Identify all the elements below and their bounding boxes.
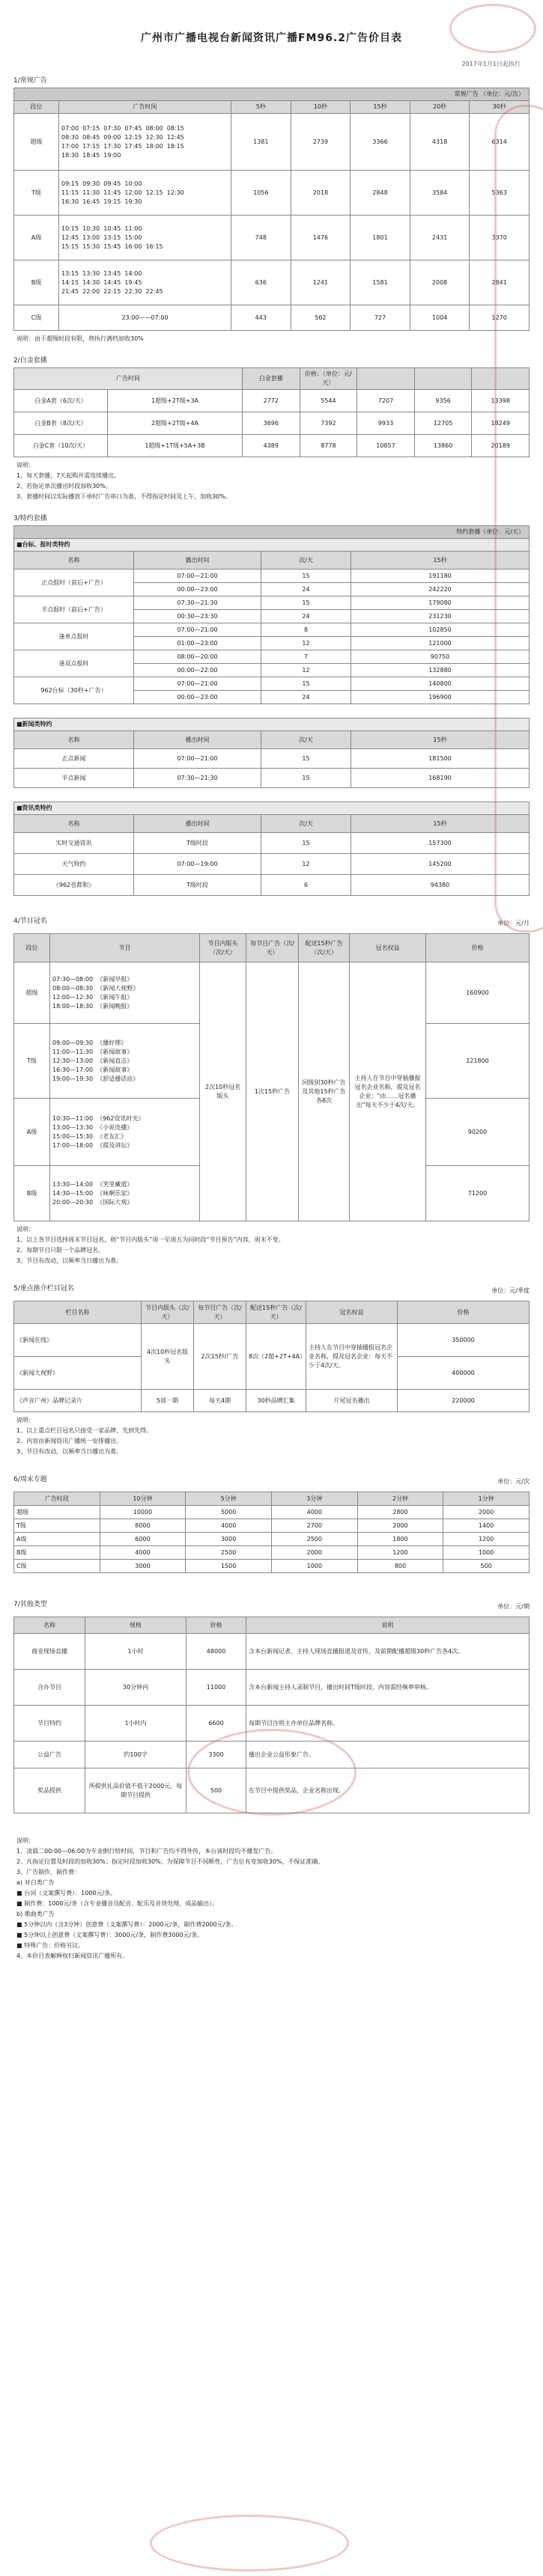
seal-middle: [187, 1729, 357, 1816]
subsection-info: ■资讯类特约: [14, 802, 530, 815]
section-6-title: 6/周末专题: [13, 1476, 47, 1483]
subsection-news: ■台标、报时类特约: [14, 539, 530, 552]
section-5-title: 5/重点推介栏目冠名: [13, 1285, 74, 1292]
section-2-table: 广告时间 白金套播 价格：（单位：元/天） 白金A套（6次/天） 1超级+2T级+3A 2772 5544 7207 9356 13398 白金B套（8次/天） 2超级+2T级+4A 3696 7392 9933 12705 18249 白金C套（10次/天） 1超级+1T级+5A+3B 4389 8778 10857 13860 20189: [13, 367, 530, 457]
section-1-band: 常规广告 （单位：元/次）: [14, 88, 530, 101]
section-5-unit: 单位：元/季度: [491, 1287, 530, 1294]
effective-date: 2017年1月1日起执行: [461, 61, 521, 67]
section-1-note: 说明：由于超级时段有限，将执行满档加收30%: [16, 335, 144, 342]
section-2-note: 说明： 1、每天套播，7天起购并需连续播出。 2、若指定单次播出时段加收30%。 3、套播时间以实际播放下单时广告串口为准，不得指定时间及上午，加收30%。: [16, 462, 231, 500]
subsection-news-column: ■新闻类特约: [14, 718, 530, 731]
section-1-table: 常规广告 （单位：元/次） 段位 广告时间 5秒 10秒 15秒 20秒 30秒 超级 07:00 07:15 07:30 07:45 08:00 08:15 08:30 08:45 09:00 12:15 12:30 12:45 17:00 17:15 17:30 17:45 18:00 18:15 18:30 18:45 19:00 1381 2739 3366 4318 6314 T级 09:15 09:30 09:45 10:00 11:15 11:30 11:45 12:00 12:15 12:30 16:30 16:45 19:15 19:30 1056 2018 2848 3584 5363 A级 10:15 10:30 10:45 11:00 12:45 13:00 13:15 15:00 15:15 15:30 15:45 16:00 16:15 748 1476 1801 2431 3370 B级 13:15 13:30 13:45 14:00 14:15 14:30 14:45 19:45 21:45 22:00 22:15 22:30 22:45 636 1241 1581 2008 2841 C级 23:00——07:00 443 562 727 1004 1270: [13, 88, 530, 331]
final-notes: 说明： 1、凌晨二00:00—06:00为专业倒行给时间，节目和广告均不得外传，本台该时段均不播发广告。 2、凡指定位置及时段的加收30%；指定时段加收30%，为保障节目不间断性，广告位有变加收30%，不保证准确。 3、广告制作、制作费： a) 对白类广告 ■ 台词（文案撰写费）：1000元/条。 ■ 制作费：1000元/条（含专业播音员配音、配乐及音效处理、成品输出）。 b) 歌曲类广告 ■ 5分钟以内（含3分钟）创意费（文案撰写费）：2000元/条，制作费2000元/条。 ■ 5分钟以上创意费（文案撰写费）：3000元/条，制作费3000元/条。 ■ 特殊广告：价格另议。 4、本价目表解释权归新闻资讯广播所有。: [16, 1837, 324, 1959]
seal-bottom: [150, 2515, 349, 2572]
section-4-note: 说明： 1、以上各节目选择周末节目冠名，则“节目内版头”周一至周五为同时段“节目预告”内容，周末不变。 2、每期节目只限一个品牌冠名。 3、节目有改动，以频率当日播出为准。: [16, 1226, 285, 1264]
section-2-title: 2/白金套播: [13, 357, 47, 364]
section-5-note: 说明： 1、以上重点栏目冠名只接受一家品牌，先到先得。 2、内容由新闻资讯广播统一安排播出。 3、节目有改动，以频率当日播出为准。: [16, 1417, 153, 1455]
section-6-unit: 单位：元/次: [497, 1478, 530, 1485]
seal-right-margin: [494, 105, 543, 933]
section-4-unit: 单位：元/月: [497, 920, 530, 927]
section-4-title: 4/节目冠名: [13, 918, 47, 925]
section-3-title: 3/特约套播: [13, 515, 47, 522]
section-3-table: 特约套播（单位：元/天） ■台标、报时类特约 名称 播出时间 次/天 15秒 正点报时（前后+广告） 07:00—21:00 15 191180 00:00—23:00 24 242220 半点报时（前后+广告） 07:30—21:30 15 179080 00:30—23:30 24 231230 逢单点报时 07:00—21:00 8 102850 01:00—23:00 12 121000 逢双点报时 08:00—20:00 7 90750 00:00—22:00 12 132880 962台标（30秒+广告） 07:00—21:00 15 140800 00:00—23:00 24 196900 ■新闻类特约 名称 播出时间 次/天 15秒 正点新闻 07:00—21:00 15 181500 半点新闻 07:30—21:30 15 168190 ■资讯类特约 名称 播出时间 次/天 15秒 实时交通资讯 T级时段 15 157300 天气特约 07:00—19:00 12 145200 《962也都和》 T级时段 6 94380: [13, 525, 530, 896]
section-1-title: 1/常规广告: [13, 77, 47, 85]
seal-top-right: [449, 4, 536, 53]
section-7-table: 名称 规格 价格 说明 商业现场直播 1小时 48000 含本台新闻记者、主持人现场直播报道及宣传，及前期配播超级30秒广告各4次。 合办节目 30分钟内 11000 含本台新闻主持人录制节目，播出时间T级时段，内容需经频率审核。 节目特约 1小时内 6600 每期节目注明主办单位品牌名称。 公益广告 约100字 3300 播出企业公益形象广告。 奖品提供 所提供礼品价值不低于2000元，每期节目提供 500 在节目中提供奖品，企业名称出现。: [13, 1617, 530, 1813]
section-5-table: 栏目名称 节目内版头（次/天） 每节目广告（次/天） 配送15秒广告（次/天） 冠名权益 价格 《新闻在线》 4次10秒冠名版头 2次15秒/广告 8次（2超+2T+4A） 主持人在节目中穿插播报冠名企业名称，提及冠名企业：每天不少于4次/天。 350000 《新闻大视野》 400000 《声音广州》品牌记录片 5部一期 每天4期 30秒品牌汇集 片尾冠名播出 220000: [13, 1301, 530, 1412]
section-6-table: 广告时段 10分钟 5分钟 3分钟 2分钟 1分钟 超级 10000 5000 4000 2800 2000 T级 8000 4000 2700 2000 1400 A级 6000 3000 2500 1800 1200 B级 4000 2500 2000 1200 1000 C级 3000 1500 1000 800 500: [13, 1492, 530, 1573]
section-7-title: 7/其他类型: [13, 1601, 47, 1608]
section-4-table: 段位 节目 节目内版头（次/天） 每节目广告（次/天） 配送15秒广告（次/天） 冠名权益 价格 超级 07:30—08:00 《新闻早报》 08:00—08:30 《新闻大视野》 12:00—12:30 《新闻午报》 18:00—18:30 《新闻晚报》 2次10秒冠名版头 1次15秒广告 同级别30秒广告及其他15秒广告各8次 主持人在节目中穿插播报冠名企业名称，提及冠名企业："由……冠名播出"每天不少于4次/天。 160900 T级 09:00—09:30 《播好绑》 11:00—11:30 《新闻故事》 12:30—13:00 《新闻直击》 16:30—17:00 《新闻故事》 19:00—19:30 《舒适播话站》 121800 A级 10:30—11:00 《962资讯时光》 13:00—13:30 《小说连播》 15:00—15:30 《老友汇》 17:00—18:00 《提及讲坛》 90200 B级 13:30—14:00 《笑里藏道》 14:30—15:00 《咏啊乐家》 20:00—20:30 《国际大观》 71200: [13, 933, 530, 1221]
section-7-unit: 单位：元/期: [497, 1603, 530, 1610]
page-title: 广州市广播电视台新闻资讯广播FM96.2广告价目表: [140, 32, 403, 44]
